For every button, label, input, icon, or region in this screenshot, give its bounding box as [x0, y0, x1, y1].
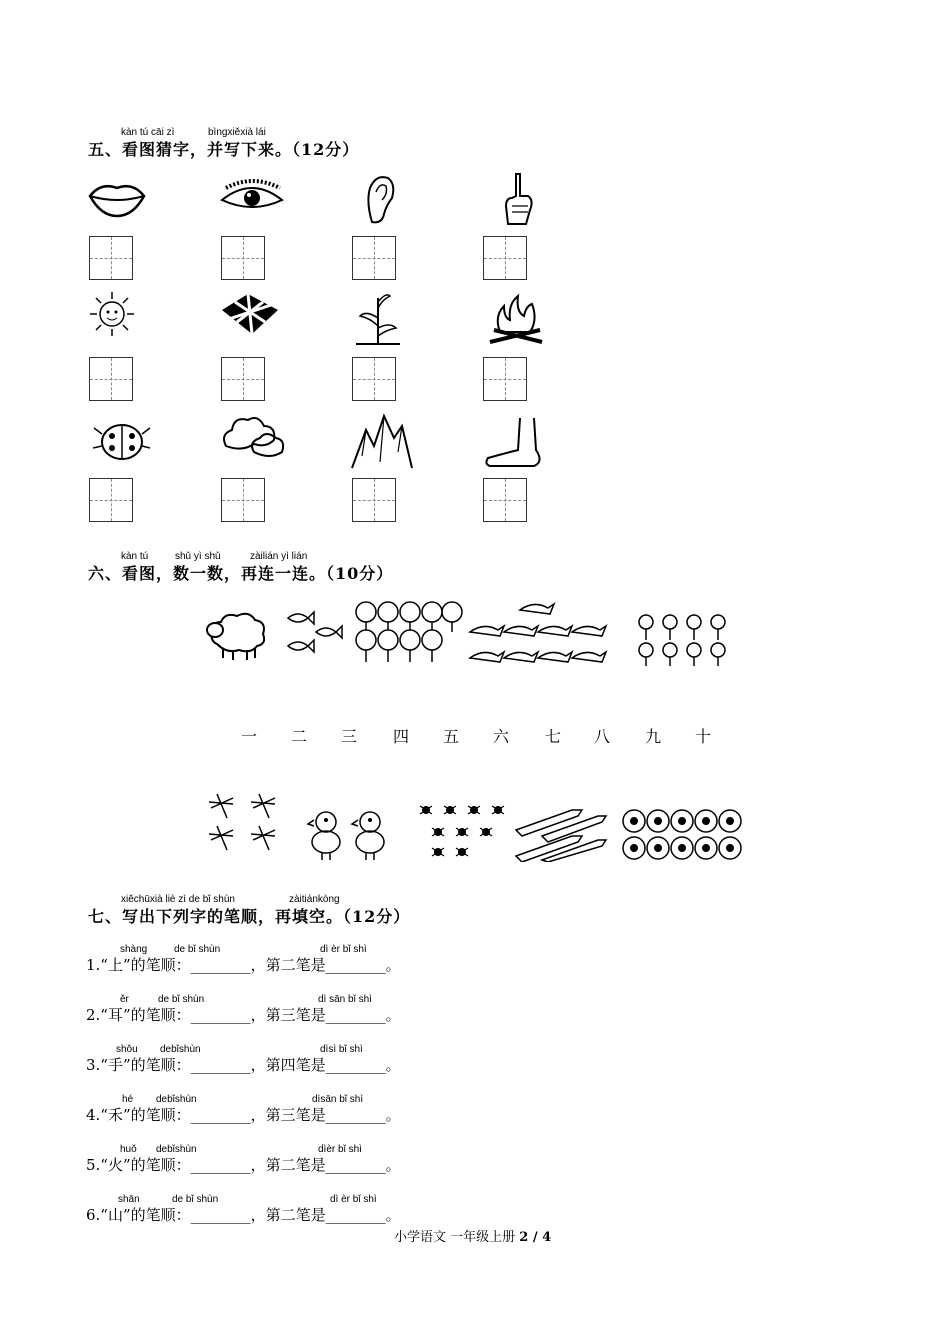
item-pinyin-stroke-order: debǐshùn — [156, 1144, 197, 1155]
item-pinyin-stroke-number: dìsān bǐ shì — [312, 1094, 364, 1105]
section7-pinyin-1: xiěchūxià liè zì de bǐ shùn — [121, 894, 235, 905]
answer-box[interactable] — [89, 478, 133, 522]
footer — [394, 1226, 551, 1245]
section6-heading: 六、看图，数一数，再连一连。（10分） — [88, 564, 394, 583]
number-nine[interactable]: 九 — [645, 727, 662, 746]
answer-box[interactable] — [352, 236, 396, 280]
number-five[interactable]: 五 — [443, 727, 460, 746]
item-pinyin-char: hé — [122, 1094, 134, 1105]
number-eight[interactable]: 八 — [594, 727, 611, 746]
stroke-order-item-4[interactable]: 4.“禾”的笔顺：________，第三笔是________。 — [86, 1106, 401, 1124]
answer-box[interactable] — [89, 236, 133, 280]
item-pinyin-stroke-order: de bǐ shùn — [174, 944, 221, 955]
item-pinyin-char: shān — [118, 1194, 140, 1205]
item-pinyin-char: ěr — [120, 994, 129, 1005]
sheep-picture — [203, 604, 271, 662]
number-two[interactable]: 二 — [291, 727, 308, 746]
dragonflies-picture — [203, 790, 287, 860]
item-pinyin-char: shàng — [120, 944, 148, 955]
item-pinyin-char: huǒ — [120, 1144, 137, 1155]
stroke-order-item-3[interactable]: 3.“手”的笔顺：________，第四笔是________。 — [86, 1056, 401, 1074]
number-one[interactable]: 一 — [241, 727, 258, 746]
item-pinyin-stroke-order: de bǐ shùn — [172, 1194, 219, 1205]
ants-picture — [414, 796, 510, 862]
number-four[interactable]: 四 — [393, 727, 410, 746]
sun-picture — [88, 290, 136, 338]
answer-box[interactable] — [352, 478, 396, 522]
fish-picture — [282, 608, 352, 662]
item-pinyin-stroke-order: debǐshùn — [160, 1044, 201, 1055]
page-number: 2 / 4 — [519, 1230, 552, 1245]
item-pinyin-char: shǒu — [116, 1044, 138, 1055]
ladybug-picture — [90, 414, 152, 464]
section6-pinyin-3: zàilián yì lián — [250, 551, 308, 562]
answer-box[interactable] — [221, 357, 265, 401]
item-pinyin-stroke-number: dì sān bǐ shì — [318, 994, 372, 1005]
foot-picture — [482, 414, 548, 470]
hand-one-finger-picture — [498, 170, 538, 228]
footer-subject: 小学语文 一年级上册 — [394, 1230, 516, 1245]
cloud-picture — [218, 412, 288, 464]
flowers-picture — [634, 612, 740, 668]
answer-box[interactable] — [483, 357, 527, 401]
section7-heading: 七、写出下列字的笔顺，再填空。（12分） — [88, 907, 411, 926]
item-pinyin-stroke-number: dìsì bǐ shì — [320, 1044, 363, 1055]
item-pinyin-stroke-number: dì èr bǐ shì — [330, 1194, 377, 1205]
number-seven[interactable]: 七 — [545, 727, 562, 746]
seedling-picture — [352, 288, 404, 348]
item-pinyin-stroke-order: de bǐ shùn — [158, 994, 205, 1005]
section6-pinyin-1: kàn tú — [121, 551, 149, 562]
chicks-picture — [304, 808, 392, 862]
section5-pinyin-2: bìngxiěxià lái — [208, 127, 266, 138]
birds-picture — [464, 600, 632, 668]
answer-box[interactable] — [221, 236, 265, 280]
stroke-order-item-2[interactable]: 2.“耳”的笔顺：________，第三笔是________。 — [86, 1006, 401, 1024]
item-pinyin-stroke-number: dìèr bǐ shì — [318, 1144, 362, 1155]
field-picture — [218, 290, 282, 338]
answer-box[interactable] — [483, 478, 527, 522]
answer-box[interactable] — [483, 236, 527, 280]
number-three[interactable]: 三 — [341, 727, 358, 746]
answer-box[interactable] — [352, 357, 396, 401]
eye-picture — [218, 176, 286, 216]
section5-heading: 五、看图猜字，并写下来。（12分） — [88, 140, 360, 159]
number-ten[interactable]: 十 — [695, 727, 712, 746]
section7-pinyin-2: zàitiánkòng — [289, 894, 340, 905]
section5-pinyin-1: kàn tú cāi zì — [121, 127, 175, 138]
fire-picture — [486, 292, 546, 348]
trees-picture — [352, 598, 464, 666]
mouth-picture — [86, 176, 148, 220]
mountain-picture — [350, 412, 414, 470]
stroke-order-item-5[interactable]: 5.“火”的笔顺：________，第二笔是________。 — [86, 1156, 401, 1174]
stroke-order-item-6[interactable]: 6.“山”的笔顺：________，第二笔是________。 — [86, 1206, 401, 1224]
item-pinyin-stroke-order: debǐshùn — [156, 1094, 197, 1105]
answer-box[interactable] — [221, 478, 265, 522]
answer-box[interactable] — [89, 357, 133, 401]
section6-pinyin-2: shǔ yì shǔ — [175, 551, 221, 562]
item-pinyin-stroke-number: dì èr bǐ shì — [320, 944, 367, 955]
ear-picture — [362, 172, 398, 228]
stroke-order-item-1[interactable]: 1.“上”的笔顺：________，第二笔是________。 — [86, 956, 401, 974]
soccer-balls-picture — [622, 808, 744, 862]
number-six[interactable]: 六 — [493, 727, 510, 746]
pencils-picture — [512, 800, 608, 862]
